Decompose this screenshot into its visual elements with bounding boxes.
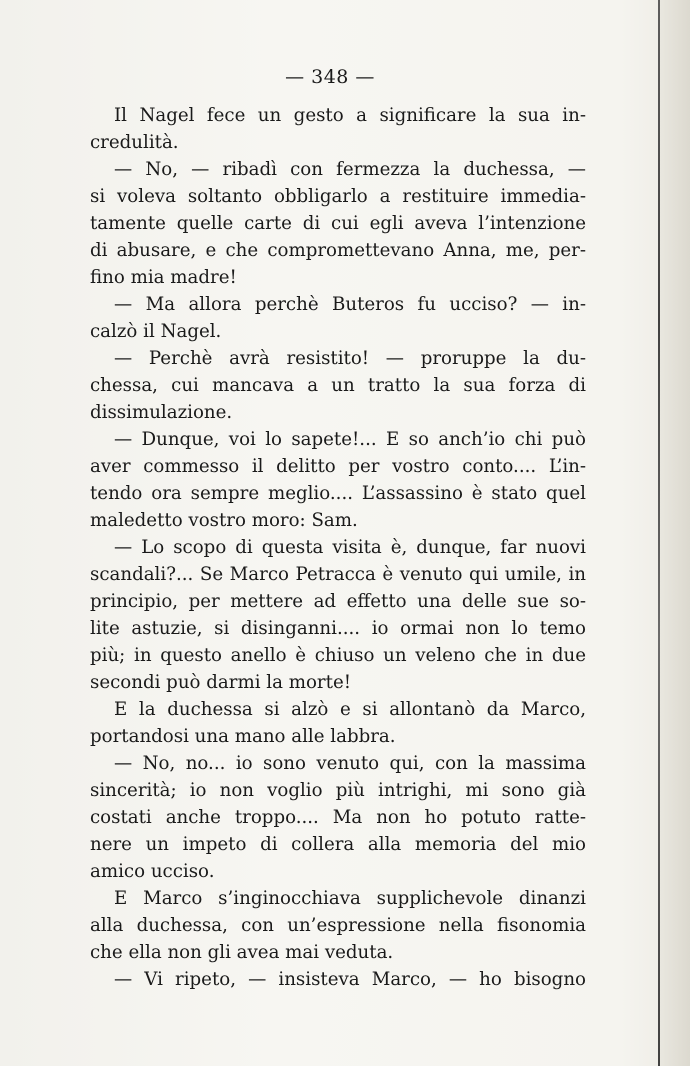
text-line: Il Nagel fece un gesto a significare la sua in-: [114, 105, 586, 126]
body-text: [90, 102, 586, 993]
text-line: chessa, cui mancava a un tratto la sua forza di: [90, 375, 586, 396]
text-line: calzò il Nagel.: [90, 321, 222, 342]
text-line: fino mia madre!: [90, 267, 237, 288]
text-line: E la duchessa si alzò e si allontanò da Marco,: [114, 699, 586, 720]
text-line: più; in questo anello è chiuso un veleno che in due: [90, 645, 586, 666]
text-line: maledetto vostro moro: Sam.: [90, 510, 358, 531]
text-line: credulità.: [90, 132, 179, 153]
text-line: — Dunque, voi lo sapete!... E so anch’io chi può: [114, 429, 586, 450]
text-line: che ella non gli avea mai veduta.: [90, 942, 394, 963]
text-line: nere un impeto di collera alla memoria del mio: [90, 834, 586, 855]
text-line: amico ucciso.: [90, 861, 215, 882]
text-line: costati anche troppo.... Ma non ho potuto ratte-: [90, 807, 586, 828]
text-line: dissimulazione.: [90, 402, 233, 423]
text-line: — Ma allora perchè Buteros fu ucciso? — in-: [114, 294, 586, 315]
page-number: — 348 —: [285, 66, 375, 88]
text-line: — No, no... io sono venuto qui, con la massima: [114, 753, 586, 774]
text-line: E Marco s’inginocchiava supplichevole dinanzi: [114, 888, 586, 909]
text-line: principio, per mettere ad effetto una delle sue so-: [90, 591, 586, 612]
text-line: scandali?... Se Marco Petracca è venuto qui umile, in: [90, 564, 586, 585]
text-line: alla duchessa, con un’espressione nella fisonomia: [90, 915, 586, 936]
text-line: — Perchè avrà resistito! — proruppe la du-: [114, 348, 586, 369]
page-edge-shadow: [660, 0, 690, 1066]
text-line: — Lo scopo di questa visita è, dunque, far nuovi: [114, 537, 586, 558]
text-line: secondi può darmi la morte!: [90, 672, 352, 693]
text-line: — Vi ripeto, — insisteva Marco, — ho bisogno: [114, 969, 586, 990]
text-line: portandosi una mano alle labbra.: [90, 726, 396, 747]
text-line: sincerità; io non voglio più intrighi, mi sono già: [90, 780, 586, 801]
text-line: di abusare, e che compromettevano Anna, me, per-: [90, 240, 586, 261]
text-line: — No, — ribadì con fermezza la duchessa, —: [114, 159, 586, 180]
text-line: si voleva soltanto obbligarlo a restituire immedia-: [90, 186, 586, 207]
text-line: tendo ora sempre meglio.... L’assassino è stato quel: [90, 483, 586, 504]
text-line: tamente quelle carte di cui egli aveva l’intenzione: [90, 213, 586, 234]
text-line: lite astuzie, si disinganni.... io ormai non lo temo: [90, 618, 586, 639]
page-edge-line: [658, 0, 660, 1066]
text-line: aver commesso il delitto per vostro conto.... L’in-: [90, 456, 586, 477]
